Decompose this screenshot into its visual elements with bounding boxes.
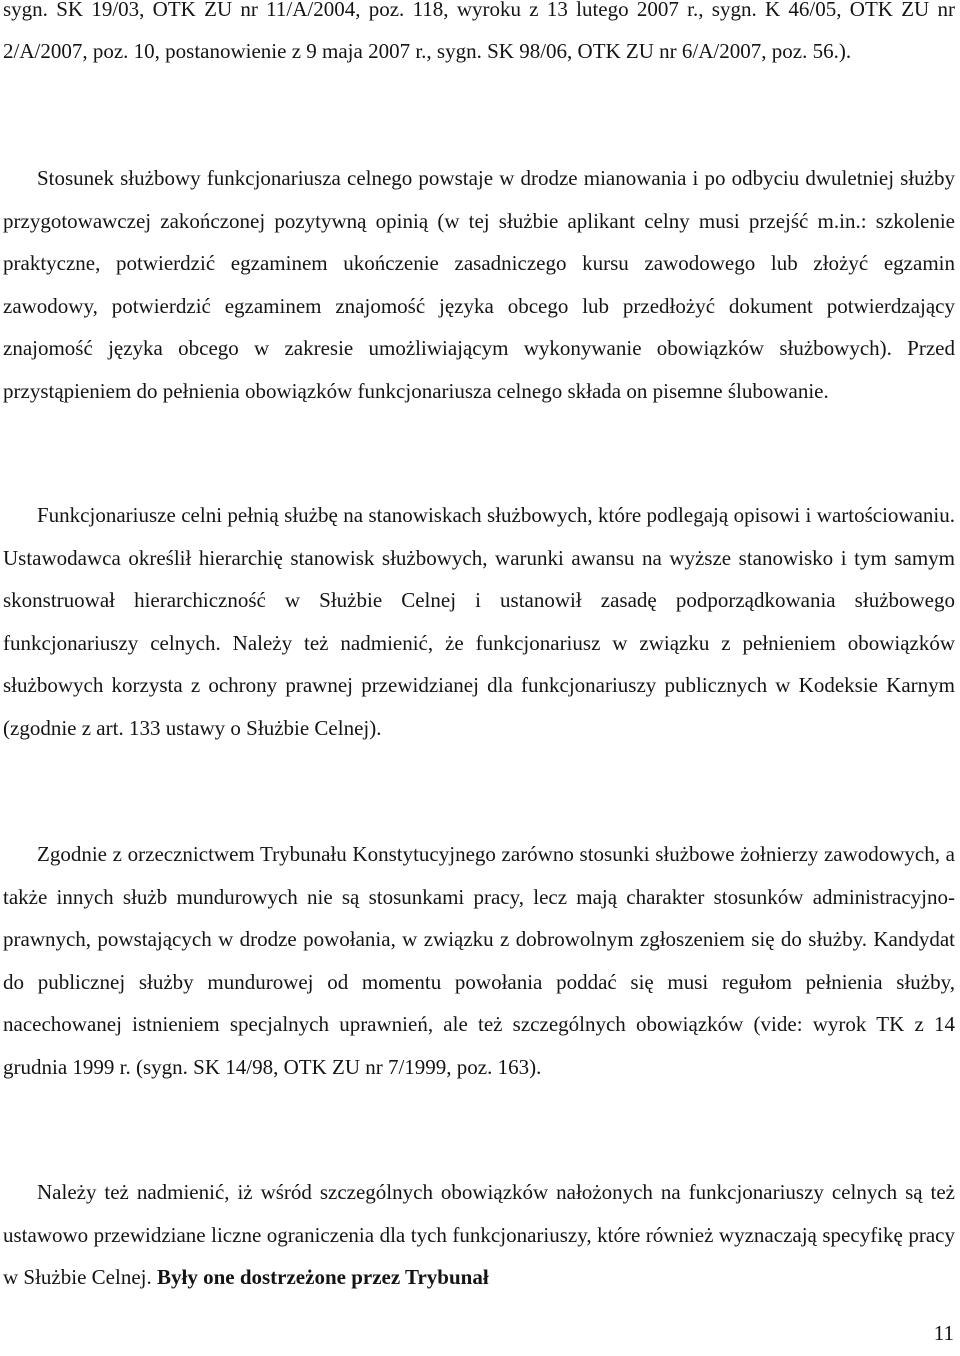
paragraph-1 xyxy=(3,157,955,413)
paragraph-3 xyxy=(3,833,955,1089)
paragraph-fragment xyxy=(3,0,955,72)
paragraph-fragment-text: sygn. SK 19/03, OTK ZU nr 11/A/2004, poz. 118, wyroku z 13 lutego 2007 r., sygn. K 46/05, OTK ZU nr 2/A/2007, poz. 10, postanowienie z 9 maja 2007 r., sygn. SK 98/06, OTK ZU nr 6/A/2007, poz. 56.). xyxy=(3,0,955,63)
paragraph-4-text: Należy też nadmienić, iż wśród szczególnych obowiązków nałożonych na funkcjonariuszy celnych są też ustawowo przewidziane liczne ograniczenia dla tych funkcjonariuszy, które również wyznaczają specyfikę pracy w Służbie Celnej. xyxy=(3,1180,955,1290)
paragraph-2-text: Funkcjonariusze celni pełnią służbę na stanowiskach służbowych, które podlegają opisowi i wartościowaniu. Ustawodawca określił hierarchię stanowisk służbowych, warunki awansu na wyższe stanowisko i tym samym skonstruował hierarchiczność w Służbie Celnej i ustanowił zasadę podporządkowania służbowego funkcjonariuszy celnych. Należy też nadmienić, że funkcjonariusz w związku z pełnieniem obowiązków służbowych korzysta z ochrony prawnej przewidzianej dla funkcjonariuszy publicznych w Kodeksie Karnym (zgodnie z art. 133 ustawy o Służbie Celnej). xyxy=(3,503,955,740)
paragraph-4 xyxy=(3,1171,955,1299)
paragraph-2 xyxy=(3,494,955,750)
page-number: 11 xyxy=(933,1321,954,1345)
paragraph-1-text: Stosunek służbowy funkcjonariusza celnego powstaje w drodze mianowania i po odbyciu dwuletniej służby przygotowawczej zakończonej pozytywną opinią (w tej służbie aplikant celny musi przejść m.in.: szkolenie praktyczne, potwierdzić egzaminem ukończenie zasadniczego kursu zawodowego lub złożyć egzamin zawodowy, potwierdzić egzaminem znajomość języka obcego lub przedłożyć dokument potwierdzający znajomość języka obcego w zakresie umożliwiającym wykonywanie obowiązków służbowych). Przed przystąpieniem do pełnienia obowiązków funkcjonariusza celnego składa on pisemne ślubowanie. xyxy=(3,166,955,403)
paragraph-4-bold-text: Były one dostrzeżone przez Trybunał xyxy=(156,1265,489,1290)
paragraph-3-text: Zgodnie z orzecznictwem Trybunału Konstytucyjnego zarówno stosunki służbowe żołnierzy zawodowych, a także innych służb mundurowych nie są stosunkami pracy, lecz mają charakter stosunków administracyjno-prawnych, powstających w drodze powołania, w związku z dobrowolnym zgłoszeniem się do służby. Kandydat do publicznej służby mundurowej od momentu powołania poddać się musi regułom pełnienia służby, nacechowanej istnieniem specjalnych uprawnień, ale też szczególnych obowiązków (vide: wyrok TK z 14 grudnia 1999 r. (sygn. SK 14/98, OTK ZU nr 7/1999, poz. 163). xyxy=(3,842,955,1079)
